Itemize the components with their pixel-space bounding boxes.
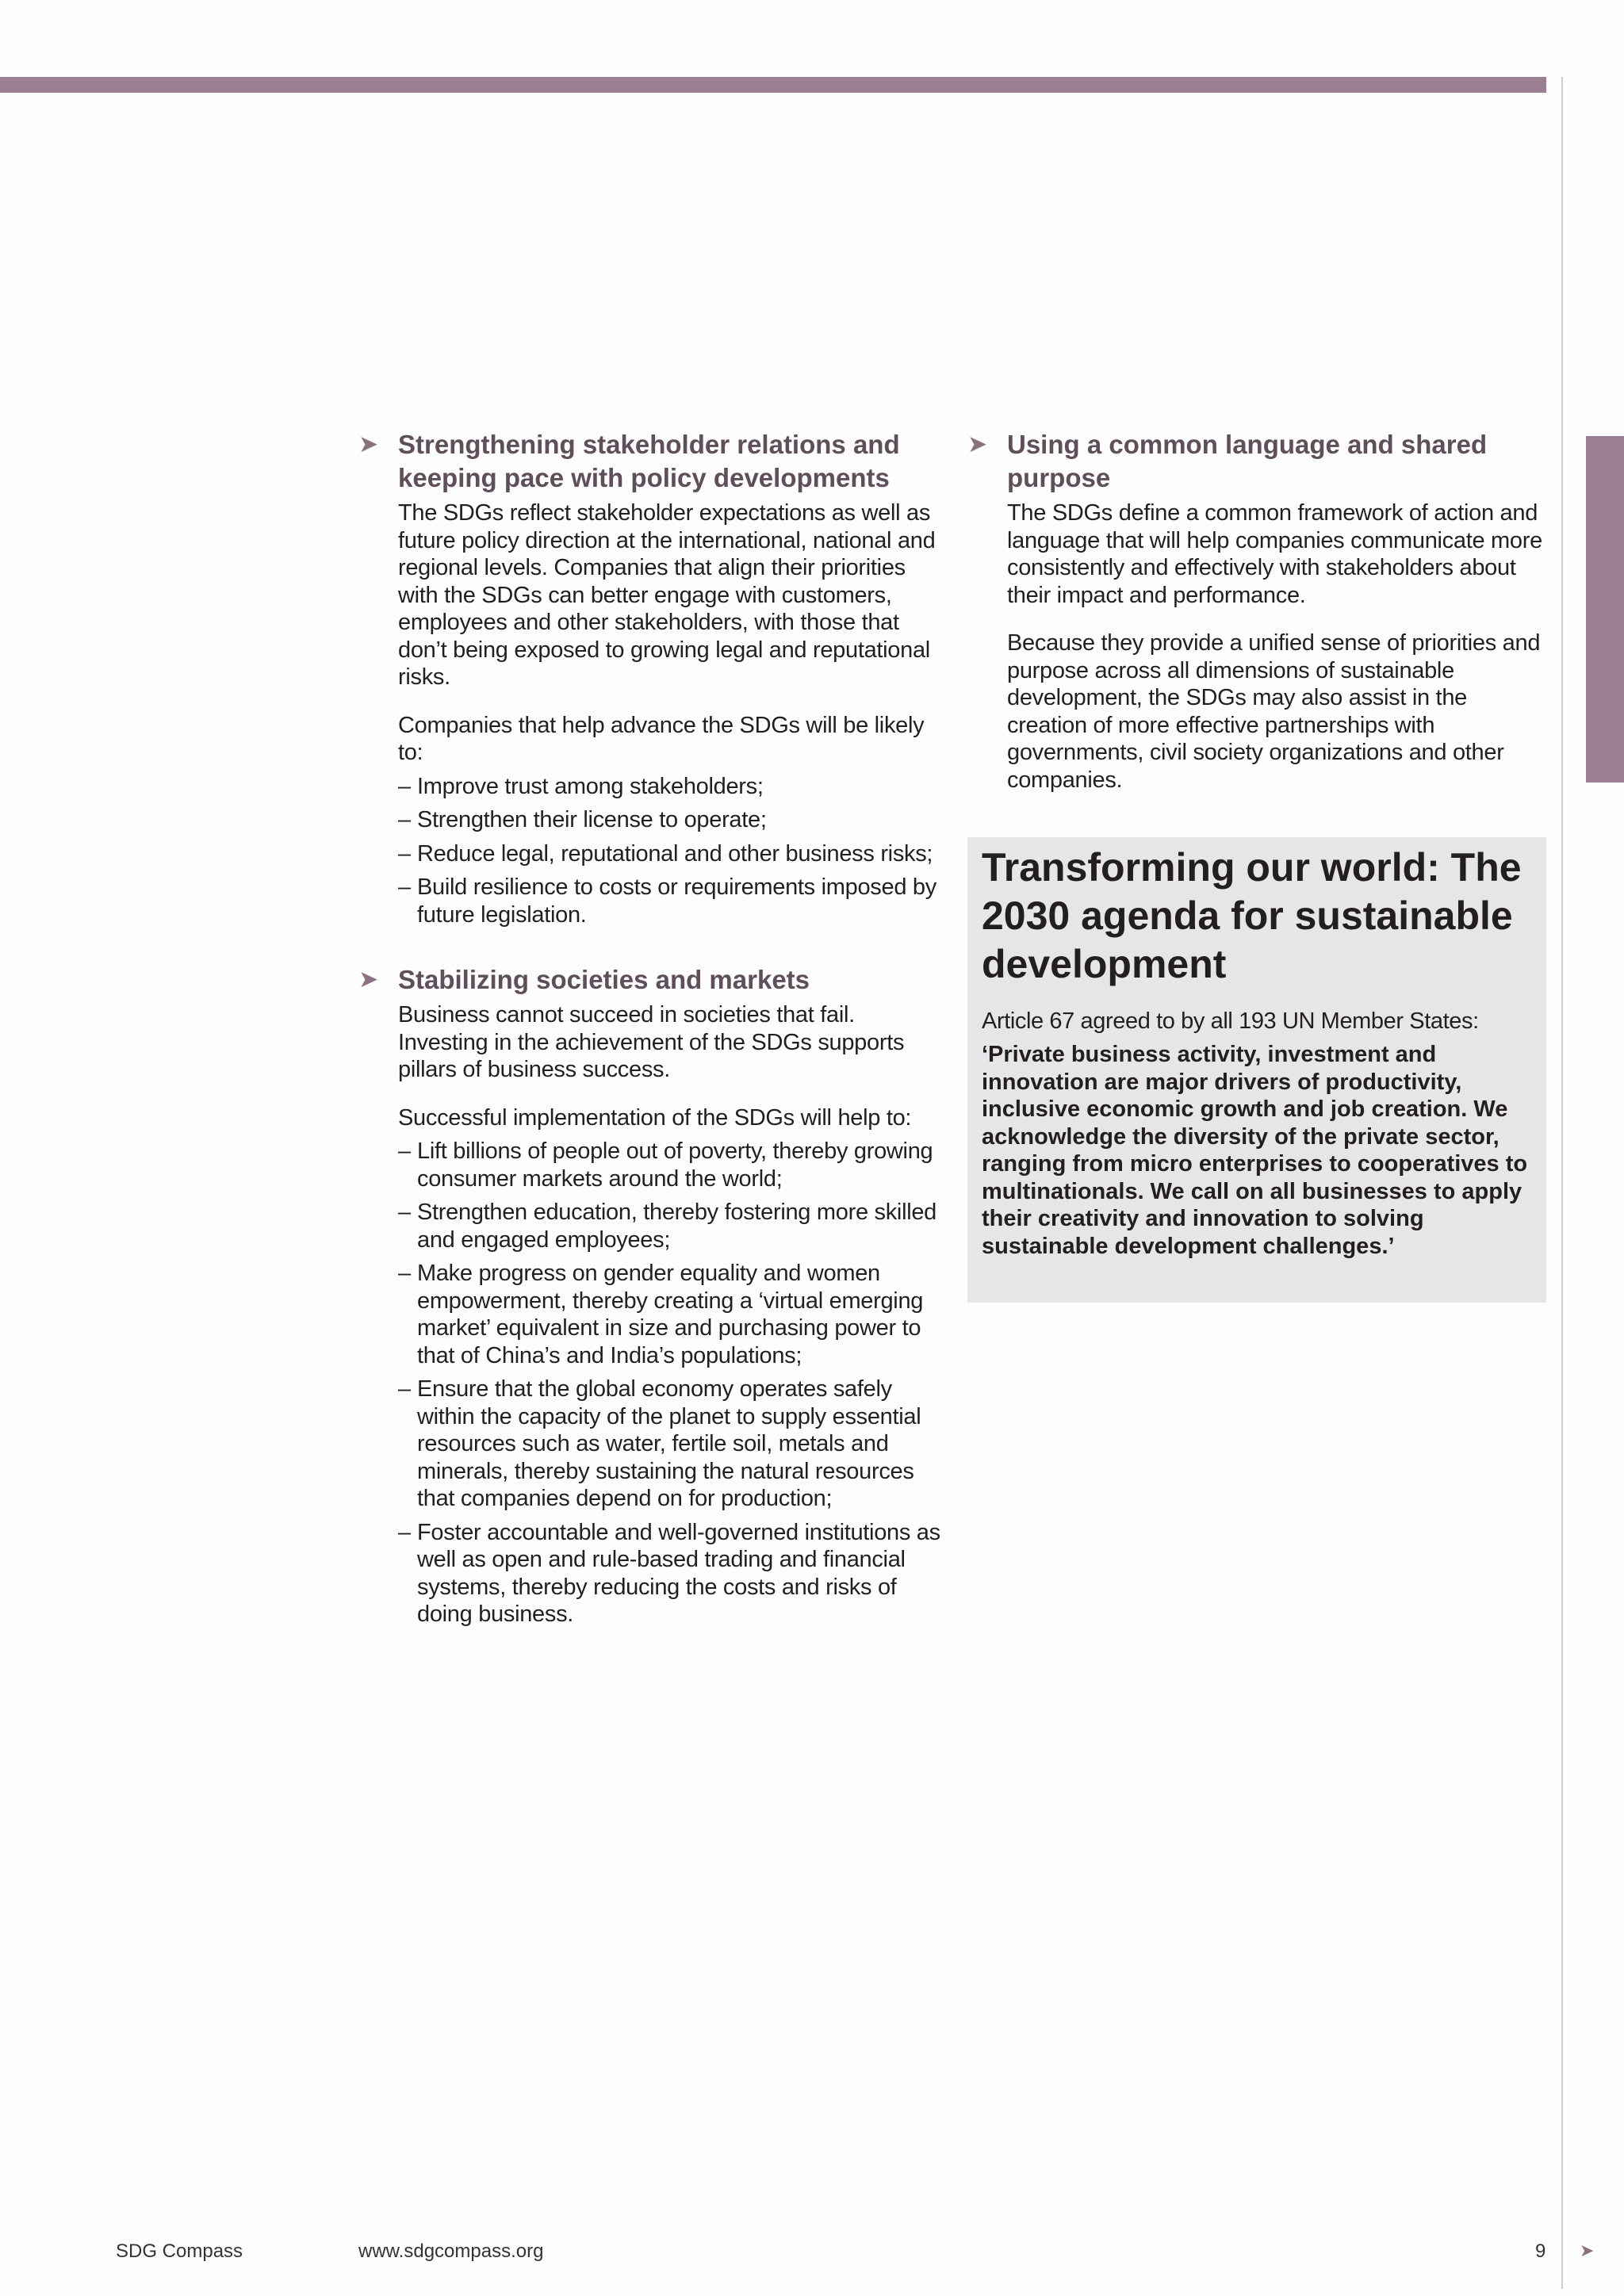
section-common-language	[967, 428, 1546, 794]
benefit-list	[398, 773, 945, 929]
list-item: – Build resilience to costs or requirements imposed by future legislation.	[398, 874, 945, 928]
paragraph: The SDGs define a common framework of action and language that will help companies communicate more consistently and effectively with stakeholders about their impact and performance.	[1007, 500, 1542, 608]
arrowhead-icon: ➤	[358, 431, 379, 457]
list-item: – Foster accountable and well-governed institutions as well as open and rule-based trading and financial systems, thereby reducing the costs and risks of doing business.	[398, 1519, 945, 1628]
top-accent-bar	[0, 77, 1546, 93]
list-item: – Strengthen their license to operate;	[398, 806, 945, 834]
list-item: – Strengthen education, thereby fostering more skilled and engaged employees;	[398, 1199, 945, 1253]
paragraph: Because they provide a unified sense of priorities and purpose across all dimensions of sustainable development, the SDGs may also assist in the creation of more effective partnerships with governments, civil society organizations and other companies.	[1007, 630, 1541, 793]
section-stakeholder-relations	[358, 428, 945, 928]
right-column	[967, 428, 1546, 828]
section-title: Strengthening stakeholder relations and keeping pace with policy developments	[398, 430, 900, 492]
list-item: – Lift billions of people out of poverty, thereby growing consumer markets around the world;	[398, 1138, 945, 1192]
page-number: 9	[1535, 2241, 1546, 2262]
agenda-callout-box	[967, 837, 1546, 1303]
chapter-side-tab	[1586, 436, 1624, 783]
list-item: – Ensure that the global economy operates safely within the capacity of the planet to supply essential resources such as water, fertile soil, metals and minerals, thereby sustaining the natural resources that companies depend on for production;	[398, 1376, 945, 1513]
list-item: – Make progress on gender equality and women empowerment, thereby creating a ‘virtual emerging market’ equivalent in size and purchasing power to that of China’s and India’s populations;	[398, 1260, 945, 1369]
arrowhead-icon: ➤	[967, 431, 988, 457]
next-page-arrow-icon[interactable]: ➤	[1580, 2241, 1595, 2260]
list-item: – Reduce legal, reputational and other business risks;	[398, 840, 945, 868]
right-margin-rule	[1561, 77, 1563, 2289]
callout-title: Transforming our world: The 2030 agenda for sustainable development	[982, 845, 1522, 986]
paragraph: Successful implementation of the SDGs will help to:	[398, 1104, 912, 1131]
paragraph: The SDGs reflect stakeholder expectations as well as future policy direction at the international, national and regional levels. Companies that align their priorities with the SDGs can better engage with customers, employees and other stakeholders, with those that don’t being exposed to growing legal and reputational risks.	[398, 500, 936, 690]
outcome-list	[398, 1138, 945, 1628]
callout-intro: Article 67 agreed to by all 193 UN Member States:	[982, 1008, 1479, 1034]
paragraph: Companies that help advance the SDGs will be likely to:	[398, 712, 925, 765]
left-column	[358, 428, 945, 1663]
section-stabilizing-societies	[358, 963, 945, 1628]
paragraph: Business cannot succeed in societies that fail. Investing in the achievement of the SDGs supports pillars of business success.	[398, 1002, 905, 1082]
arrowhead-icon: ➤	[358, 966, 379, 993]
footer-publication: SDG Compass	[116, 2241, 243, 2262]
footer-url-link[interactable]: www.sdgcompass.org	[358, 2241, 544, 2262]
section-title: Stabilizing societies and markets	[398, 965, 810, 994]
callout-quote: ‘Private business activity, investment and innovation are major drivers of productivity, inclusive economic growth and job creation. We acknowledge the diversity of the private sector, ranging from micro enterprises to cooperatives to multinationals. We call on all businesses to apply their creativity and innovation to solving sustainable development challenges.’	[982, 1042, 1528, 1259]
section-title: Using a common language and shared purpose	[1007, 430, 1488, 492]
list-item: – Improve trust among stakeholders;	[398, 773, 945, 801]
